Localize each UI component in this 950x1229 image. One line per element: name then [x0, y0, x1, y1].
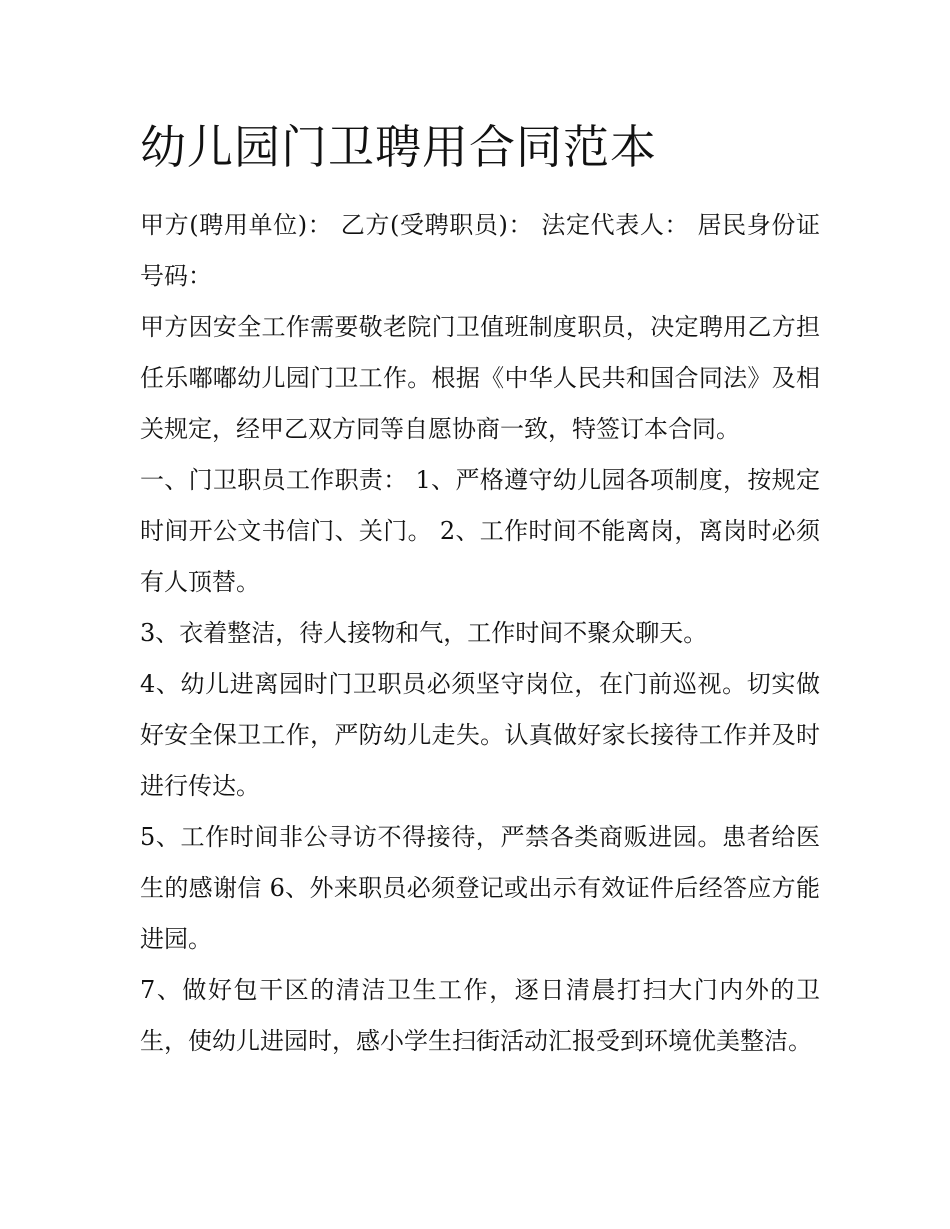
duties-paragraph: 一、门卫职员工作职责： 1、严格遵守幼儿园各项制度，按规定时间开公文书信门、关门。 2、工作时间不能离岗，离岗时必须有人顶替。: [140, 466, 820, 596]
party-info-paragraph: 甲方(聘用单位)： 乙方(受聘职员)： 法定代表人： 居民身份证号码：: [140, 211, 820, 290]
duty-item-4: 4、幼儿进离园时门卫职员必须坚守岗位，在门前巡视。切实做好安全保卫工作，严防幼儿走失。认真做好家长接待工作并及时进行传达。: [140, 670, 820, 800]
duty-item-3: 3、衣着整洁，待人接物和气，工作时间不聚众聊天。: [140, 619, 708, 647]
preamble-paragraph: 甲方因安全工作需要敬老院门卫值班制度职员，决定聘用乙方担任乐嘟嘟幼儿园门卫工作。根据《中华人民共和国合同法》及相关规定，经甲乙双方同等自愿协商一致，特签订本合同。: [140, 313, 820, 443]
document-page: [140, 112, 820, 1067]
document-title: 幼儿园门卫聘用合同范本: [140, 120, 657, 174]
duty-item-7: 7、做好包干区的清洁卫生工作，逐日清晨打扫大门内外的卫生，使幼儿进园时，感小学生扫街活动汇报受到环境优美整洁。: [140, 976, 820, 1055]
duty-item-5-6: 5、工作时间非公寻访不得接待，严禁各类商贩进园。患者给医生的感谢信 6、外来职员必须登记或出示有效证件后经答应方能进园。: [140, 823, 820, 953]
